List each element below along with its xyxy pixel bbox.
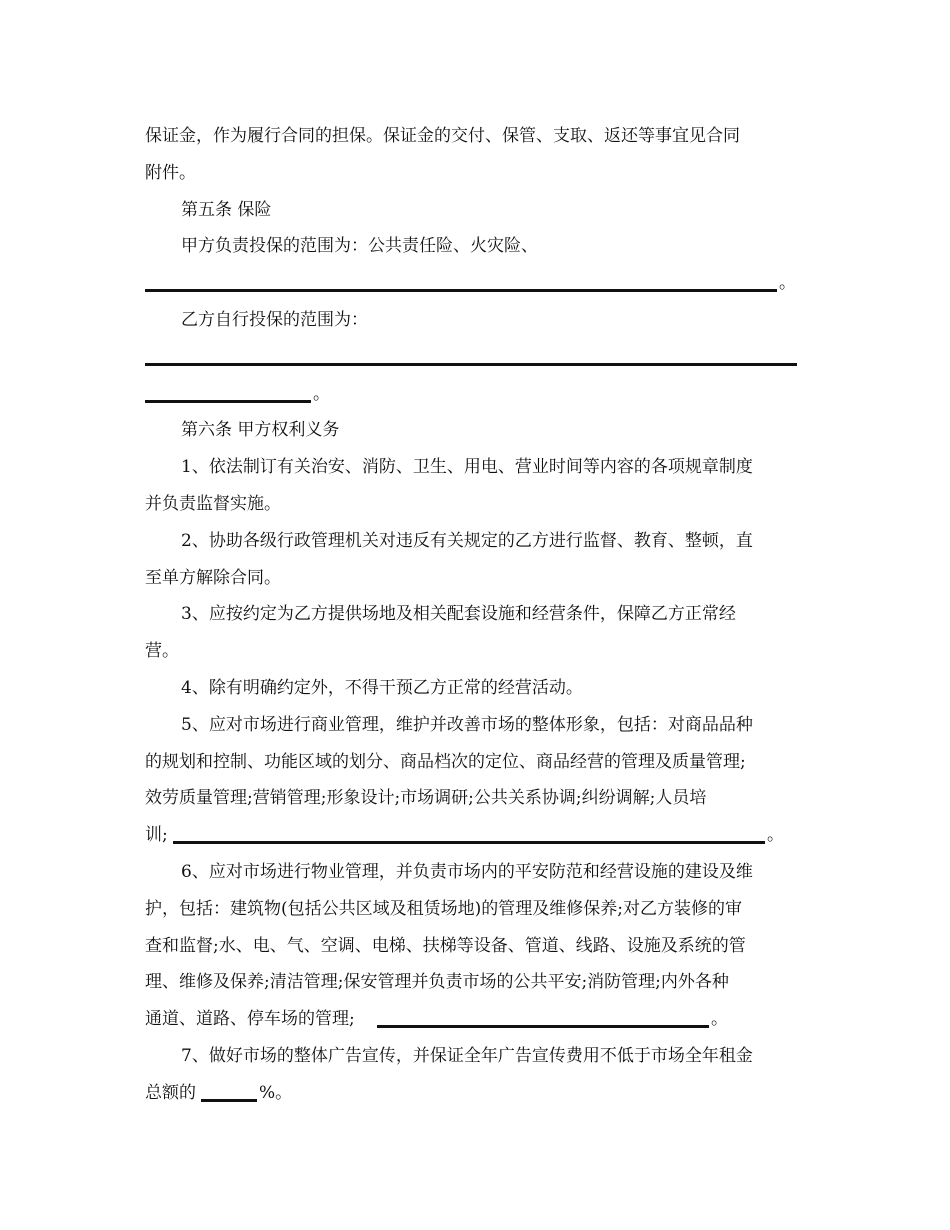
heading-article-6: 第六条 甲方权利义务 <box>181 420 340 441</box>
document-body <box>145 118 807 1112</box>
list-item-5 <box>145 707 807 854</box>
period-mark: 。 <box>313 383 330 404</box>
text-line: 附件。 <box>145 162 196 183</box>
text-line: 营。 <box>145 641 179 662</box>
fill-in-blank-line <box>145 339 807 376</box>
fill-in-blank-line <box>145 265 807 302</box>
text-line-with-blank <box>145 1075 807 1112</box>
text-line-with-blank <box>145 1001 807 1038</box>
heading-article-5: 第五条 保险 <box>181 199 272 220</box>
blank-underline <box>377 1025 709 1028</box>
period-mark: 。 <box>711 1009 728 1030</box>
text-line: 保证金，作为履行合同的担保。保证金的交付、保管、支取、返还等事宜见合同 <box>145 126 740 146</box>
blank-underline <box>145 289 777 292</box>
list-item-7 <box>145 1038 807 1112</box>
text-line: 6、应对市场进行物业管理，并负责市场内的平安防范和经营设施的建设及维 <box>181 861 753 882</box>
period-mark: 。 <box>767 825 784 846</box>
list-item-3 <box>145 596 807 670</box>
text-line: 至单方解除合同。 <box>145 567 281 588</box>
list-item-1 <box>145 449 807 523</box>
blank-underline <box>145 363 797 366</box>
text-prefix: 通道、道路、停车场的管理; <box>145 1009 355 1030</box>
text-line: 的规划和控制、功能区域的划分、商品档次的定位、商品经营的管理及质量管理; <box>145 751 746 772</box>
paragraph-party-b-insurance: 乙方自行投保的范围为： <box>181 309 368 330</box>
text-line: 效劳质量管理;营销管理;形象设计;市场调研;公共关系协调;纠纷调解;人员培 <box>145 788 707 809</box>
blank-underline <box>145 400 311 403</box>
text-line-with-blank <box>145 817 807 854</box>
blank-underline <box>173 841 765 844</box>
text-line: 5、应对市场进行商业管理，维护并改善市场的整体形象，包括：对商品品种 <box>181 714 753 735</box>
text-line: 1、依法制订有关治安、消防、卫生、用电、营业时间等内容的各项规章制度 <box>181 457 753 478</box>
text-suffix: %。 <box>259 1082 293 1103</box>
period-mark: 。 <box>779 273 796 294</box>
fill-in-blank-line <box>145 376 807 413</box>
text-line: 3、应按约定为乙方提供场地及相关配套设施和经营条件，保障乙方正常经 <box>181 604 736 625</box>
text-prefix: 总额的 <box>145 1082 196 1103</box>
list-item-4: 4、除有明确约定外，不得干预乙方正常的经营活动。 <box>181 677 583 698</box>
text-line: 并负责监督实施。 <box>145 493 281 514</box>
text-line: 理、维修及保养;清洁管理;保安管理并负责市场的公共平安;消防管理;内外各种 <box>145 972 729 993</box>
list-item-2 <box>145 523 807 597</box>
text-prefix: 训; <box>145 825 168 846</box>
list-item-6 <box>145 854 807 1038</box>
paragraph-party-a-insurance: 甲方负责投保的范围为：公共责任险、火灾险、 <box>181 236 538 257</box>
text-line: 查和监督;水、电、气、空调、电梯、扶梯等设备、管道、线路、设施及系统的管 <box>145 935 746 956</box>
text-line: 护，包括：建筑物(包括公共区域及租赁场地)的管理及维修保养;对乙方装修的审 <box>145 898 742 919</box>
text-line: 2、协助各级行政管理机关对违反有关规定的乙方进行监督、教育、整顿，直 <box>181 530 753 551</box>
paragraph-deposit <box>145 118 807 192</box>
text-line: 7、做好市场的整体广告宣传，并保证全年广告宣传费用不低于市场全年租金 <box>181 1045 753 1066</box>
blank-underline <box>201 1099 257 1102</box>
